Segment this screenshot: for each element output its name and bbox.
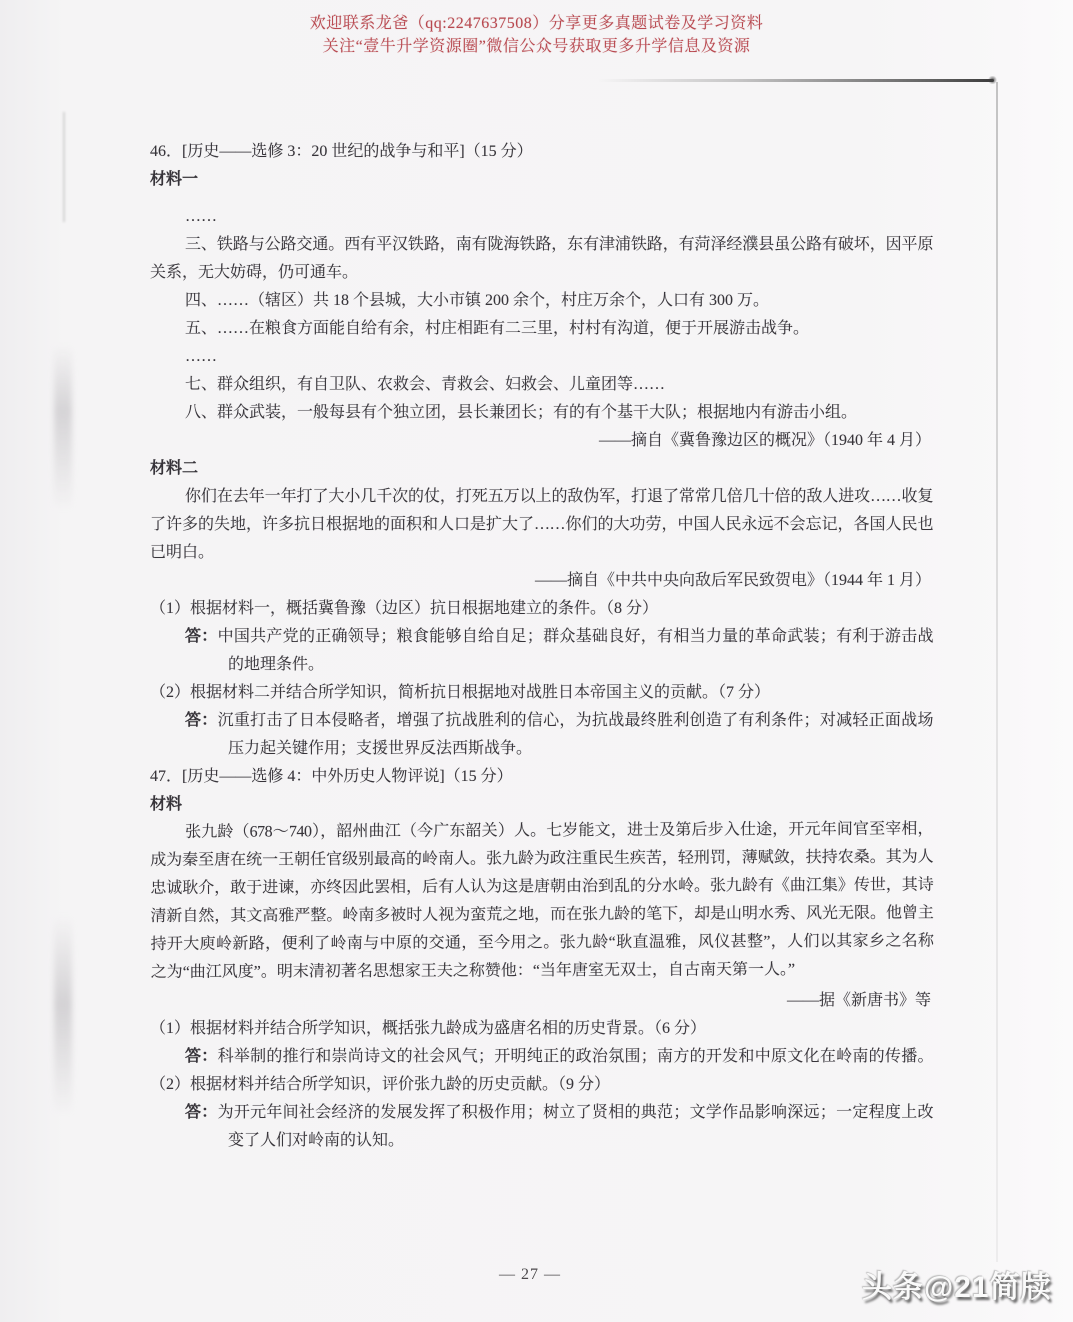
q47-title: 47．[历史——选修 4：中外历史人物评说]（15 分） (150, 768, 513, 785)
q46-material2-source: ——摘自《中共中央向敌后军民致贺电》（1944 年 1 月） (534, 572, 931, 589)
q46-material2-line: 你们在去年一年打了大小几千次的仗，打死五万以上的敌伪军，打退了常常几倍几十倍的敌人进攻……收复 (185, 488, 933, 505)
q46-material1-line: 八、群众武装，一般每县有个独立团，县长兼团长；有的有个基干大队；根据地内有游击小组。 (185, 404, 858, 421)
promo-header (0, 12, 1073, 58)
scan-left-edge-line (63, 112, 65, 222)
scan-page-edge-horizontal-line (598, 79, 994, 82)
q47-subquestion-2: （2）根据材料并结合所学知识，评价张九龄的历史贡献。（9 分） (150, 1076, 611, 1093)
q46-material2-label: 材料二 (150, 460, 199, 477)
q46-answer-2-text: 沉重打击了日本侵略者，增强了抗战胜利的信心，为抗战最终胜利创造了有利条件；对减轻正面战场 (217, 712, 933, 729)
q46-answer-2-line (150, 707, 933, 735)
page-number: — 27 — (499, 1266, 561, 1283)
q47-answer-2-line (150, 1099, 933, 1127)
q46-material2-line: 了许多的失地，许多抗日根据地的面积和人口是扩大了……你们的大功劳，中国人民永远不会忘记，各国人民也 (150, 516, 933, 533)
q46-subquestion-2: （2）根据材料二并结合所学知识，简析抗日根据地对战胜日本帝国主义的贡献。（7 分） (150, 684, 771, 701)
answer-label: 答： (185, 1104, 218, 1121)
promo-header-line2: 关注“壹牛升学资源圈”微信公众号获取更多升学信息及资源 (322, 38, 751, 55)
scan-left-smudge-bottom (54, 915, 72, 1115)
answer-label: 答： (185, 1048, 218, 1065)
q46-material1-ellipsis: …… (185, 208, 217, 225)
q46-title: 46．[历史——选修 3：20 世纪的战争与和平]（15 分） (150, 143, 533, 160)
q46-subquestion-1: （1）根据材料一，概括冀鲁豫（边区）抗日根据地建立的条件。（8 分） (150, 600, 659, 617)
q46-material1-ellipsis: …… (185, 348, 217, 365)
q47-material-source: ——据《新唐书》等 (786, 992, 931, 1009)
q46-answer-1-text: 中国共产党的正确领导；粮食能够自给自足；群众基础良好，有相当力量的革命武装；有利于游击战 (217, 628, 933, 645)
exam-content (150, 138, 933, 1155)
promo-header-line1: 欢迎联系龙爸（qq:2247637508）分享更多真题试卷及学习资料 (309, 15, 764, 32)
q47-material-line: 持开大庾岭新路，便利了岭南与中原的交通，至今用之。张九龄“耿直温雅，风仪甚整”，人们以其家乡之名称 (150, 932, 934, 953)
q46-answer-2-line: 压力起关键作用；支援世界反法西斯战争。 (228, 740, 533, 757)
q47-answer-1-text: 科举制的推行和崇尚诗文的社会风气；开明纯正的政治氛围；南方的开发和中原文化在岭南的传播。 (217, 1048, 933, 1065)
q46-material1-line: 四、……（辖区）共 18 个县城，大小市镇 200 余个，村庄万余个，人口有 300 万。 (185, 292, 770, 309)
q46-material1-line: 七、群众组织，有自卫队、农救会、青救会、妇救会、儿童团等…… (185, 376, 666, 393)
q47-subquestion-1: （1）根据材料并结合所学知识，概括张九龄成为盛唐名相的历史背景。（6 分） (150, 1020, 707, 1037)
q47-answer-2-text: 为开元年间社会经济的发展发挥了积极作用；树立了贤相的典范；文学作品影响深远；一定程度上改 (217, 1104, 933, 1121)
answer-label: 答： (185, 628, 218, 645)
q47-material-line: 张九龄（678～740），韶州曲江（今广东韶关）人。七岁能文，进士及第后步入仕途，开元年间官至宰相， (185, 820, 934, 841)
q46-answer-1-line (150, 623, 933, 651)
q47-answer-2-line: 变了人们对岭南的认知。 (228, 1132, 405, 1149)
q46-material1-line: 关系，无大妨碍，仍可通车。 (150, 264, 359, 281)
q46-material1-line: 三、铁路与公路交通。西有平汉铁路，南有陇海铁路，东有津浦铁路，有菏泽经濮县虽公路有破坏，因平原 (185, 236, 933, 253)
watermark: 头条@21简牍 (862, 1271, 1052, 1304)
q47-material-paragraph (150, 816, 934, 987)
scan-page-edge-vertical-line (996, 82, 998, 1262)
q46-material2-line: 已明白。 (150, 544, 215, 561)
q47-answer-1-line (150, 1043, 933, 1071)
q47-material-line: 清新自然，其文高雅严整。岭南多被时人视为蛮荒之地，而在张九龄的笔下，却是山明水秀、风光无限。他曾主 (150, 904, 934, 925)
q46-answer-1-line: 的地理条件。 (228, 656, 325, 673)
q47-material-label: 材料 (150, 796, 183, 813)
q46-material1-label: 材料一 (150, 171, 199, 188)
q46-material1-line: 五、……在粮食方面能自给有余，村庄相距有二三里，村村有沟道，便于开展游击战争。 (185, 320, 810, 337)
q47-material-line: 成为秦至唐在统一王朝任官级别最高的岭南人。张九龄为政注重民生疾苦，轻刑罚，薄赋敛，扶持农桑。其为人 (150, 848, 934, 869)
q46-material1-source: ——摘自《冀鲁豫边区的概况》（1940 年 4 月） (598, 432, 931, 449)
q47-material-line: 之为“曲江风度”。明末清初著名思想家王夫之称赞他：“当年唐室无双士，自古南天第一人。” (150, 961, 796, 981)
scan-left-smudge-top (54, 345, 72, 510)
answer-label: 答： (185, 712, 218, 729)
q47-material-line: 忠诚耿介，敢于进谏，亦终因此罢相，后有人认为这是唐朝由治到乱的分水岭。张九龄有《曲江集》传世，其诗 (150, 876, 934, 897)
